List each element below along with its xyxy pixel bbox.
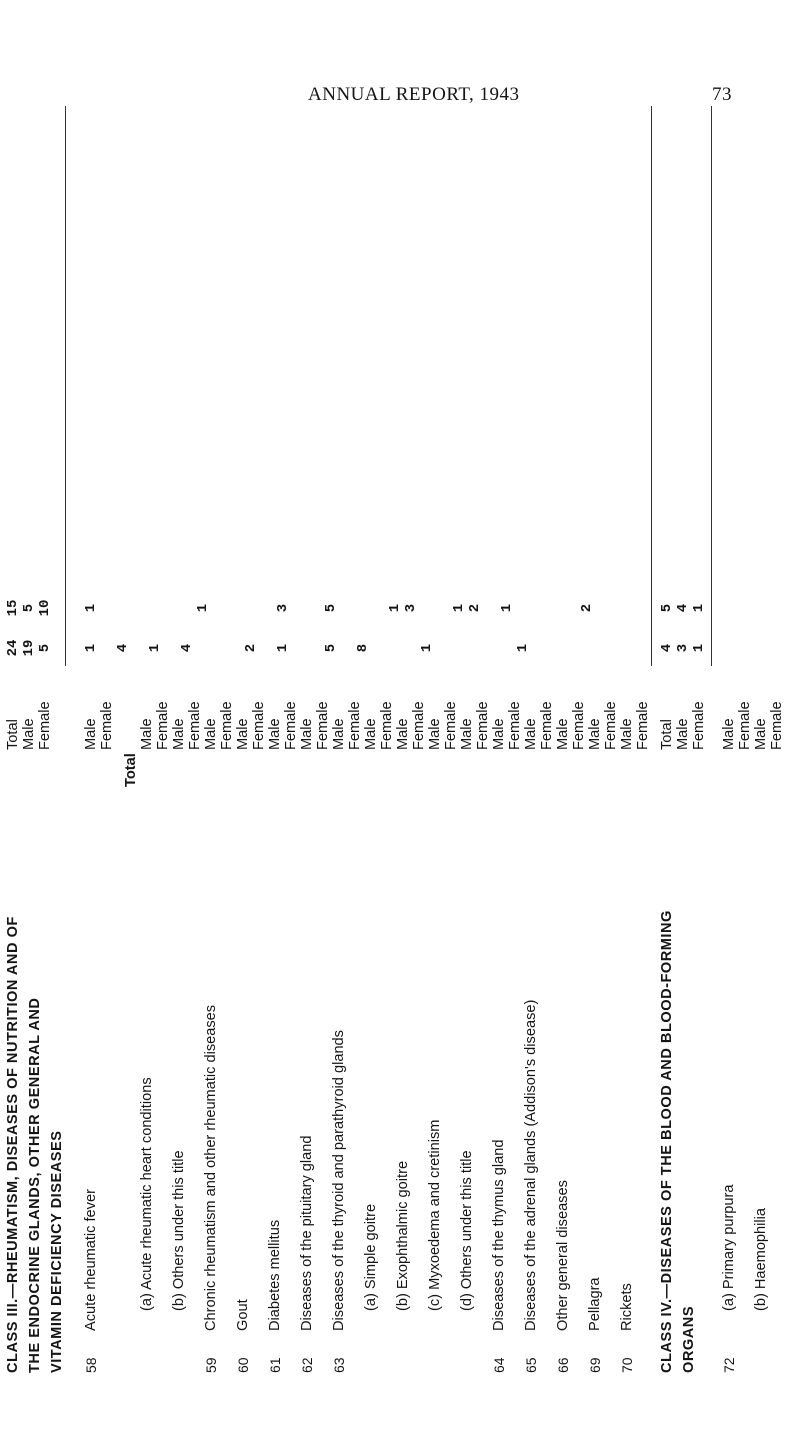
sex-label: Female [379, 701, 395, 750]
sex-label: Female [347, 701, 363, 750]
row-label: (b) Haemophilia [753, 1207, 769, 1311]
table-row [83, 733, 106, 1373]
row-number: 63 [331, 1357, 347, 1373]
row-number: 62 [299, 1357, 315, 1373]
sex-label: Female [315, 701, 331, 750]
rotated-table [5, 98, 795, 1398]
table-cell: 1 [195, 603, 211, 613]
sex-label: Male [139, 718, 155, 750]
sex-label: Female [571, 701, 587, 750]
table-cell: 1 [83, 643, 99, 653]
data-grid [5, 106, 795, 666]
class3-heading-line-3: VITAMIN DEFICIENCY DISEASES [49, 1130, 65, 1373]
row-label: (a) Primary purpura [721, 1184, 737, 1311]
table-cell: 15 [5, 599, 21, 617]
sex-label: Female [99, 701, 115, 750]
sex-label: Male [171, 718, 187, 750]
sex-label: Female [769, 701, 785, 750]
sex-label: Female [155, 701, 171, 750]
sex-label: Male [555, 718, 571, 750]
row-label: Other general diseases [555, 1180, 571, 1331]
row-number: 64 [491, 1357, 507, 1373]
page-number: 73 [712, 84, 732, 105]
table-row [555, 733, 578, 1373]
table-row [491, 733, 514, 1373]
row-label: Diseases of the pituitary gland [299, 1135, 315, 1331]
class4-heading-line-2: ORGANS [681, 1305, 697, 1373]
table-row [299, 733, 322, 1373]
class3-heading-line-2: THE ENDOCRINE GLANDS, OTHER GENERAL AND [27, 997, 43, 1373]
table-cell: 1 [419, 643, 435, 653]
sex-label: Male [395, 718, 411, 750]
table-row [139, 733, 162, 1373]
row-label: Diseases of the thymus gland [491, 1139, 507, 1331]
row-label: Gout [235, 1299, 251, 1331]
row-label: (d) Others under this title [459, 1150, 475, 1311]
row-number: 70 [619, 1357, 635, 1373]
row-label: Diseases of the adrenal glands (Addison's disease) [523, 999, 539, 1331]
sex-label: Female [219, 701, 235, 750]
table-cell: 2 [243, 643, 259, 653]
table-cell: 1 [147, 643, 163, 653]
table-cell: 5 [323, 643, 339, 653]
class3-heading-line-1: CLASS III.—RHEUMATISM, DISEASES OF NUTRITION AND OF [5, 916, 21, 1373]
table-row [587, 733, 610, 1373]
table-cell: 1 [83, 603, 99, 613]
row-label: Diseases of the thyroid and parathyroid glands [331, 1030, 347, 1331]
table-cell: 4 [179, 643, 195, 653]
sex-label: Male [619, 718, 635, 750]
row-number: 65 [523, 1357, 539, 1373]
sex-label: Female [539, 701, 555, 750]
table-cell: 5 [659, 603, 675, 613]
table-row [619, 733, 642, 1373]
table-row [235, 733, 258, 1373]
row-number: 69 [587, 1357, 603, 1373]
table-cell: 5 [21, 603, 37, 613]
table-row [427, 733, 450, 1373]
row-label: Rickets [619, 1283, 635, 1331]
row-divider [711, 106, 712, 666]
table-cell: 1 [499, 603, 515, 613]
sex-label: Total [659, 719, 675, 750]
row-label: Acute rheumatic fever [83, 1189, 99, 1331]
running-title: ANNUAL REPORT, 1943 [308, 84, 520, 105]
sex-label: Male [459, 718, 475, 750]
table-row [267, 733, 290, 1373]
table-cell: 19 [21, 639, 37, 657]
sex-label: Male [267, 718, 283, 750]
sex-label: Female [251, 701, 267, 750]
table-cell: 24 [5, 639, 21, 657]
sex-label: Male [587, 718, 603, 750]
table-row [523, 733, 546, 1373]
row-label: (a) Simple goitre [363, 1203, 379, 1311]
row-label: (b) Exophthalmic goitre [395, 1160, 411, 1311]
sex-label: Male [721, 718, 737, 750]
row-number: 61 [267, 1357, 283, 1373]
row-divider [65, 106, 66, 666]
row-number: 58 [83, 1357, 99, 1373]
table-cell: 4 [675, 603, 691, 613]
table-row [171, 733, 194, 1373]
table-cell: 1 [387, 603, 403, 613]
row-label: Diabetes mellitus [267, 1219, 283, 1331]
row-number: 72 [721, 1357, 737, 1373]
sex-label: Male [331, 718, 347, 750]
sex-label: Female [443, 701, 459, 750]
class4-heading-line-1: CLASS IV.—DISEASES OF THE BLOOD AND BLOOD-FORMING [659, 910, 675, 1373]
sex-label: Female [603, 701, 619, 750]
table-cell: 5 [323, 603, 339, 613]
table-cell: 1 [275, 643, 291, 653]
sex-label: Male [491, 718, 507, 750]
sex-label: Male [83, 718, 99, 750]
table-cell: 1 [691, 643, 707, 653]
table-cell: 4 [115, 643, 131, 653]
sex-label: Male [523, 718, 539, 750]
sex-label: Female [187, 701, 203, 750]
sex-label: Male [203, 718, 219, 750]
sex-label: Female [475, 701, 491, 750]
table-cell: 2 [579, 603, 595, 613]
table-cell: 8 [355, 643, 371, 653]
sex-label: Female [737, 701, 753, 750]
table-cell: 10 [37, 599, 53, 617]
sex-label: Female [283, 701, 299, 750]
table-cell: 3 [403, 603, 419, 613]
sex-label: Male [235, 718, 251, 750]
sex-label: Male [299, 718, 315, 750]
table-row [331, 733, 354, 1373]
row-label: Chronic rheumatism and other rheumatic diseases [203, 1004, 219, 1331]
row-number: 59 [203, 1357, 219, 1373]
table-row [459, 733, 482, 1373]
row-number: 60 [235, 1357, 251, 1373]
table-cell: 1 [451, 603, 467, 613]
subtotal-label: Total [123, 753, 139, 787]
table-cell: 3 [275, 603, 291, 613]
row-label: (a) Acute rheumatic heart conditions [139, 1077, 155, 1311]
row-number: 66 [555, 1357, 571, 1373]
table-cell: 5 [37, 643, 53, 653]
table-row [721, 733, 744, 1373]
table-row [395, 733, 418, 1373]
sex-label: Female [37, 701, 53, 750]
sex-label: Male [21, 718, 37, 750]
table-row [363, 733, 386, 1373]
table-cell: 4 [659, 643, 675, 653]
sex-label: Female [635, 701, 651, 750]
table-cell: 1 [691, 603, 707, 613]
sex-label: Female [411, 701, 427, 750]
sex-label: Male [675, 718, 691, 750]
row-label: (b) Others under this title [171, 1150, 187, 1311]
sex-label: Female [507, 701, 523, 750]
sex-label: Male [363, 718, 379, 750]
table-cell: 1 [515, 643, 531, 653]
sex-label: Male [427, 718, 443, 750]
sex-label: Male [753, 718, 769, 750]
row-label: (c) Myxoedema and cretinism [427, 1119, 443, 1311]
row-divider [651, 106, 652, 666]
table-cell: 2 [467, 603, 483, 613]
sex-label: Female [691, 701, 707, 750]
table-row [203, 733, 226, 1373]
row-label: Pellagra [587, 1277, 603, 1331]
table-row [753, 733, 776, 1373]
table-cell: 3 [675, 643, 691, 653]
sex-label: Total [5, 719, 21, 750]
